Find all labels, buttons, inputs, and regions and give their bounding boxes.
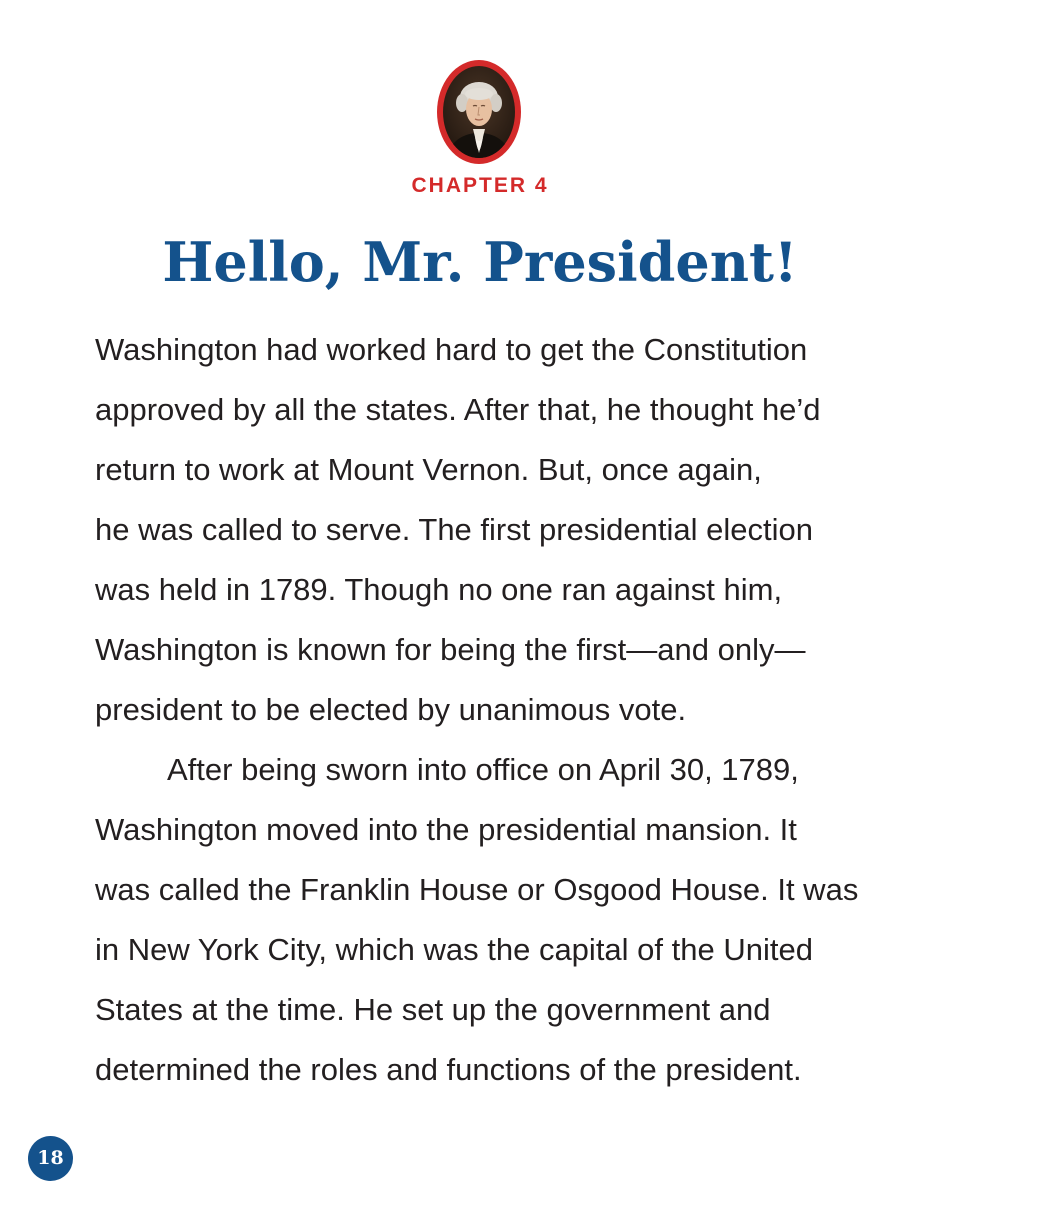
text-line: president to be elected by unanimous vote. — [95, 692, 687, 727]
text-line: return to work at Mount Vernon. But, once again, — [95, 452, 762, 487]
text-line: Washington moved into the presidential mansion. It — [95, 812, 797, 847]
paragraph-2 — [95, 740, 915, 1100]
text-line: he was called to serve. The first presidential election — [95, 512, 813, 547]
text-line: After being sworn into office on April 30, 1789, — [167, 752, 799, 787]
page-number-badge: 18 — [28, 1136, 73, 1181]
chapter-label: CHAPTER 4 — [411, 174, 549, 197]
text-line: in New York City, which was the capital of the United — [95, 932, 813, 967]
text-line: was called the Franklin House or Osgood House. It was — [95, 872, 859, 907]
page-title: Hello, Mr. President! — [162, 230, 798, 294]
text-line: determined the roles and functions of the president. — [95, 1052, 802, 1087]
body-text — [95, 320, 915, 1100]
paragraph-1 — [95, 320, 915, 740]
text-line: Washington had worked hard to get the Constitution — [95, 332, 808, 367]
text-line: States at the time. He set up the government and — [95, 992, 771, 1027]
text-line: Washington is known for being the first—and only— — [95, 632, 806, 667]
text-line: approved by all the states. After that, he thought he’d — [95, 392, 821, 427]
washington-portrait — [435, 57, 523, 167]
text-line: was held in 1789. Though no one ran against him, — [95, 572, 783, 607]
